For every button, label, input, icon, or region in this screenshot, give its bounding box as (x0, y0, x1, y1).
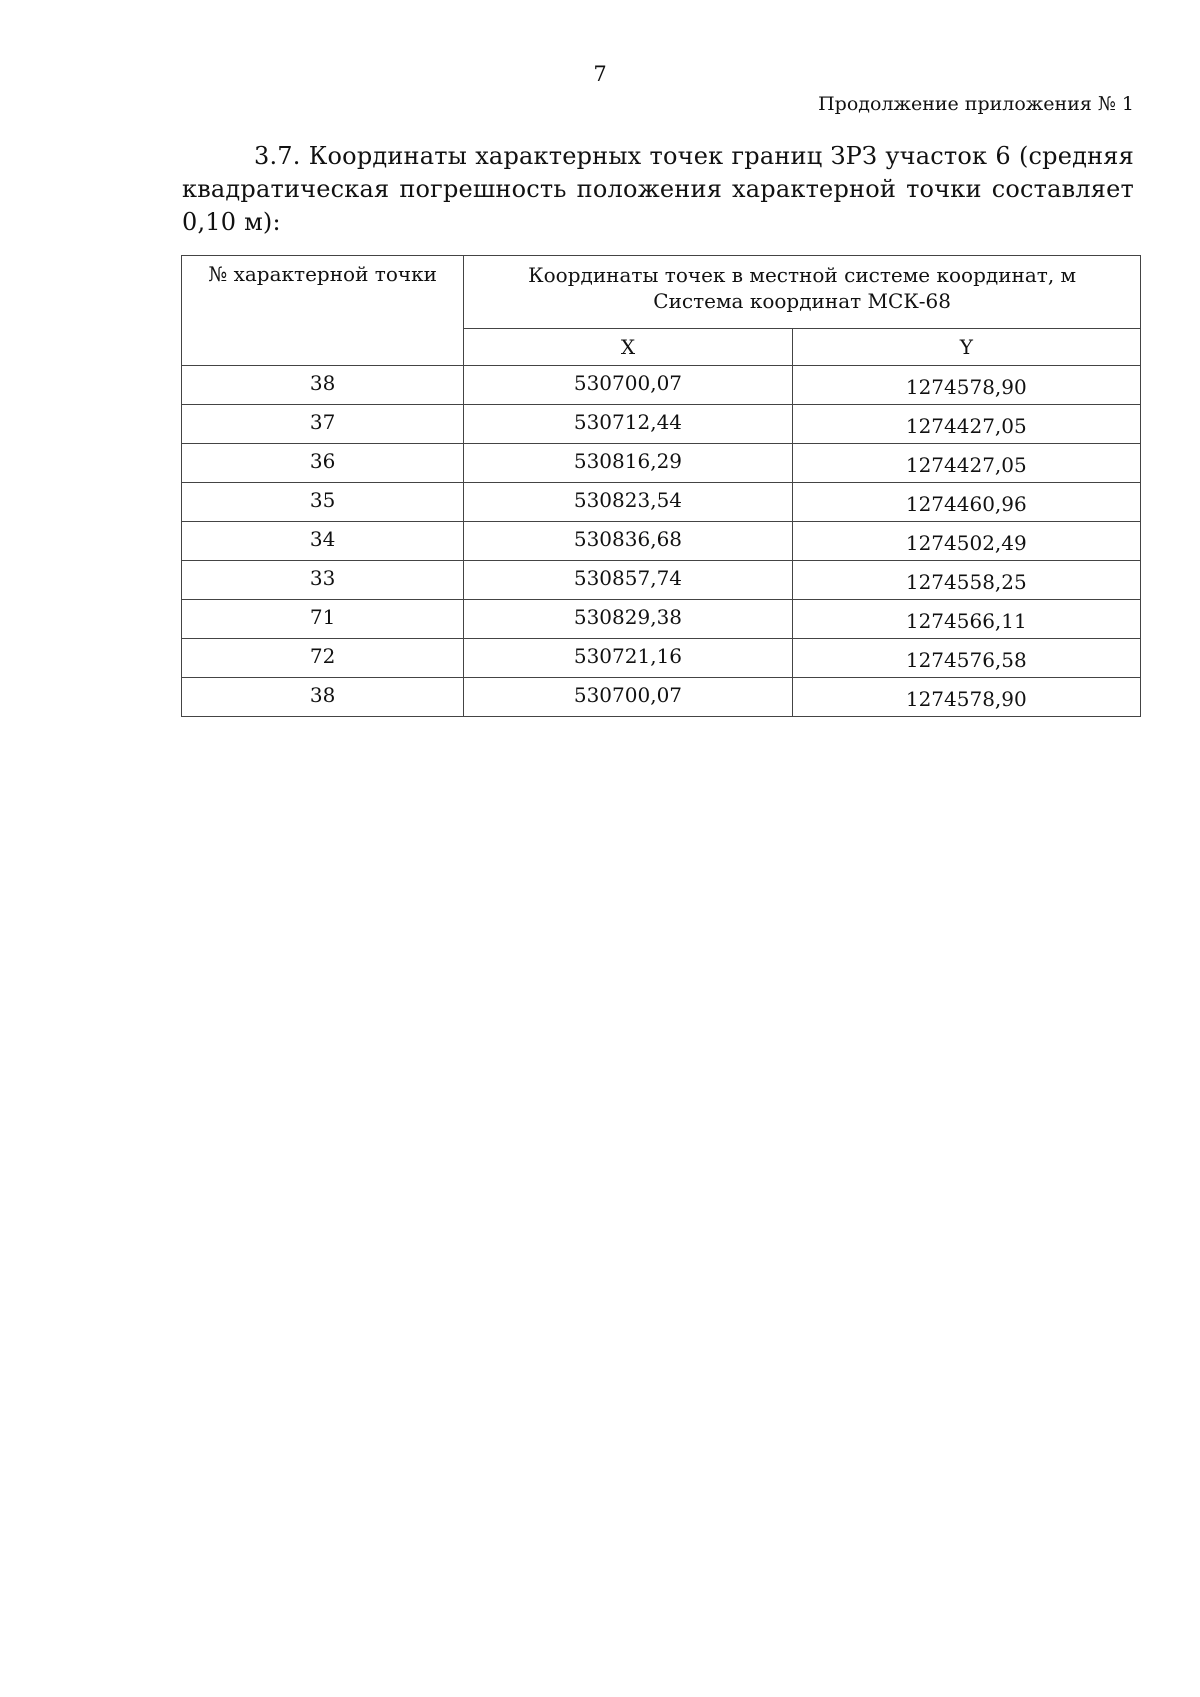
cell-point: 71 (182, 600, 464, 639)
cell-x: 530816,29 (464, 444, 792, 483)
cell-point: 38 (182, 678, 464, 717)
header-point-label: № характерной точки (208, 262, 437, 286)
cell-point: 72 (182, 639, 464, 678)
cell-y: 1274558,25 (792, 561, 1140, 600)
header-coordinates (464, 256, 1141, 329)
table-row (182, 522, 1141, 561)
cell-y: 1274460,96 (792, 483, 1140, 522)
header-y: Y (792, 329, 1140, 366)
cell-x: 530721,16 (464, 639, 792, 678)
cell-y: 1274427,05 (792, 405, 1140, 444)
cell-y: 1274578,90 (792, 366, 1140, 405)
table-row (182, 600, 1141, 639)
header-coordinates-line2: Система координат МСК-68 (653, 289, 952, 313)
cell-x: 530823,54 (464, 483, 792, 522)
table-row (182, 561, 1141, 600)
appendix-note: Продолжение приложения № 1 (818, 93, 1134, 115)
cell-point: 35 (182, 483, 464, 522)
cell-point: 37 (182, 405, 464, 444)
table-row (182, 405, 1141, 444)
coordinates-table (181, 255, 1141, 717)
cell-x: 530829,38 (464, 600, 792, 639)
cell-point: 33 (182, 561, 464, 600)
table-row (182, 639, 1141, 678)
cell-x: 530712,44 (464, 405, 792, 444)
page-number: 7 (593, 62, 607, 86)
table-row (182, 483, 1141, 522)
cell-x: 530857,74 (464, 561, 792, 600)
cell-x: 530700,07 (464, 678, 792, 717)
table-row (182, 444, 1141, 483)
cell-point: 38 (182, 366, 464, 405)
cell-y: 1274502,49 (792, 522, 1140, 561)
cell-x: 530700,07 (464, 366, 792, 405)
cell-point: 34 (182, 522, 464, 561)
table-header-row (182, 256, 1141, 329)
header-coordinates-line1: Координаты точек в местной системе координат, м (528, 263, 1077, 287)
cell-y: 1274576,58 (792, 639, 1140, 678)
cell-y: 1274578,90 (792, 678, 1140, 717)
table-row (182, 366, 1141, 405)
cell-y: 1274427,05 (792, 444, 1140, 483)
cell-x: 530836,68 (464, 522, 792, 561)
table-row (182, 678, 1141, 717)
section-text: 3.7. Координаты характерных точек границ ЗРЗ участок 6 (средняя квадратическая погрешность положения характерной точки составляет 0,10 м): (182, 142, 1134, 236)
cell-y: 1274566,11 (792, 600, 1140, 639)
header-x: X (464, 329, 792, 366)
header-point-number (182, 256, 464, 366)
cell-point: 36 (182, 444, 464, 483)
